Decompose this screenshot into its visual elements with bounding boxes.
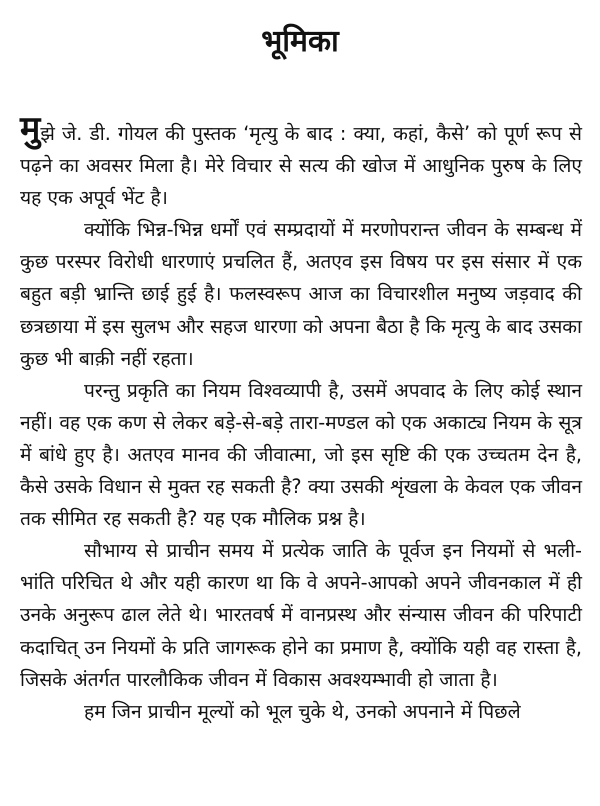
paragraph-1 bbox=[20, 109, 582, 214]
paragraph-2: क्योंकि भिन्न-भिन्न धर्मों एवं सम्प्रदायों में मरणोपरान्त जीवन के सम्बन्ध में कुछ परस्पर विरोधी धारणाएं प्रचलित हैं, अतएव इस विषय पर इस संसार में एक बहुत बड़ी भ्रान्ति छाई हुई है। फलस्वरूप आज का विचारशील मनुष्य जड़वाद की छत्रछाया में इस सुलभ और सहज धारणा को अपना बैठा है कि मृत्यु के बाद उसका कुछ भी बाक़ी नहीं रहता। bbox=[20, 218, 582, 370]
body-text bbox=[20, 109, 582, 728]
paragraph-4: सौभाग्य से प्राचीन समय में प्रत्येक जाति के पूर्वज इन नियमों से भली-भांति परिचित थे और यही कारण था कि वे अपने-आपको अपने जीवनकाल में ही उनके अनुरूप ढाल लेते थे। भारतवर्ष में वानप्रस्थ और संन्यास जीवन की परिपाटी कदाचित् उन नियमों के प्रति जागरूक होने का प्रमाण है, क्योंकि यही वह रास्ता है, जिसके अंतर्गत पारलौकिक जीवन में विकास अवश्यम्भावी हो जाता है। bbox=[20, 539, 582, 691]
paragraph-5: हम जिन प्राचीन मूल्यों को भूल चुके थे, उनको अपनाने में पिछले bbox=[84, 699, 521, 723]
page-title: भूमिका bbox=[261, 24, 339, 59]
paragraph-3: परन्तु प्रकृति का नियम विश्वव्यापी है, उसमें अपवाद के लिए कोई स्थान नहीं। वह एक कण से लेकर बड़े-से-बड़े तारा-मण्डल को एक अकाट्य नियम के सूत्र में बांधे हुए है। अतएव मानव की जीवात्मा, जो इस सृष्टि की एक उच्चतम देन है, कैसे उसके विधान से मुक्त रह सकती है? क्या उसकी शृंखला के केवल एक जीवन तक सीमित रह सकती है? यह एक मौलिक प्रश्न है। bbox=[20, 378, 582, 531]
paragraph-1-text: झे जे. डी. गोयल की पुस्तक ‘मृत्यु के बाद : क्या, कहां, कैसे’ को पूर्ण रूप से पढ़ने का अवसर मिला है। मेरे विचार से सत्य की खोज में आधुनिक पुरुष के लिए यह एक अपूर्व भेंट है। bbox=[20, 122, 582, 210]
drop-cap: मु bbox=[20, 109, 41, 149]
